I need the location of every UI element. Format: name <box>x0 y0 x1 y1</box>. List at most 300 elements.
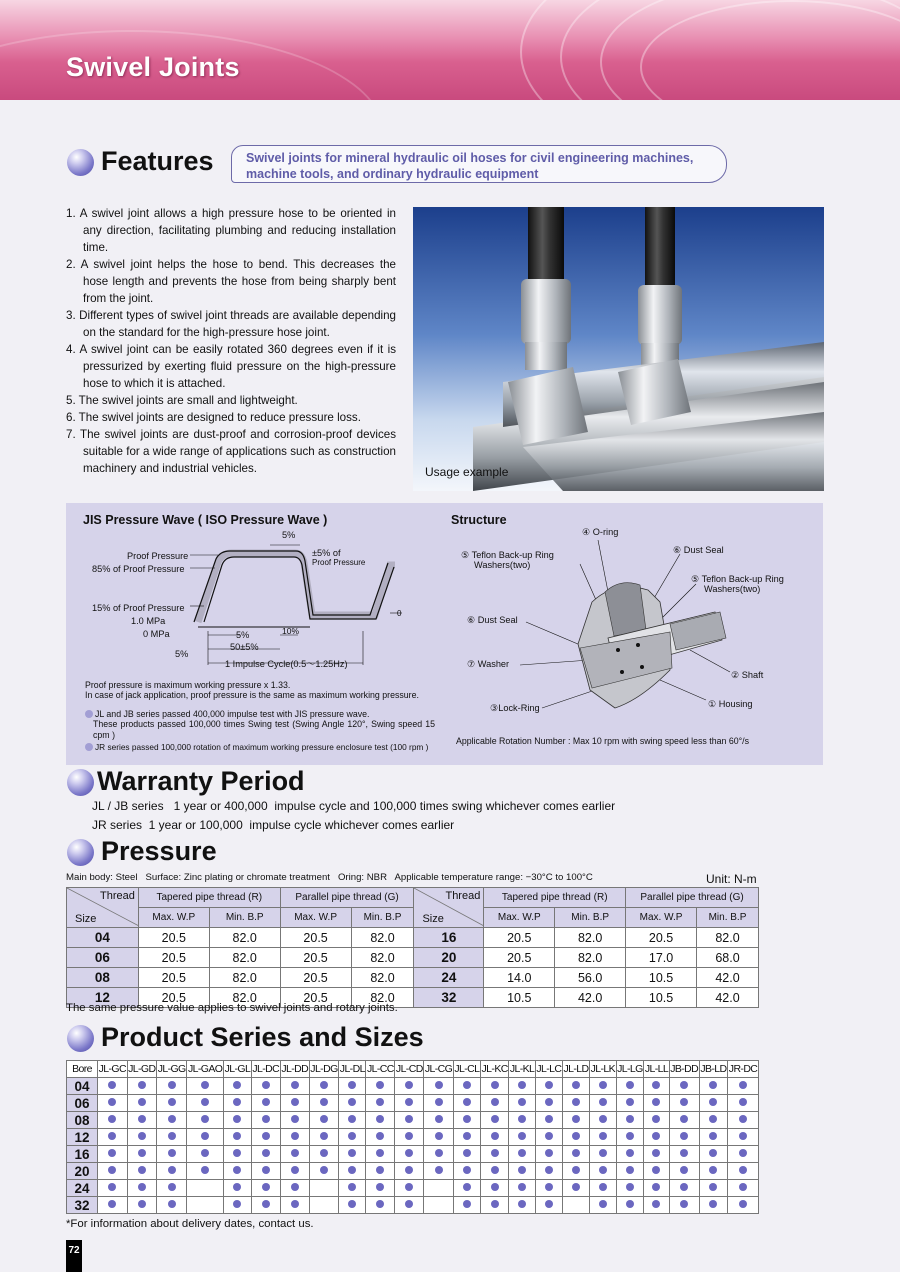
maxwp-header: Max. W.P <box>280 908 351 928</box>
series-column-header: JL-KC <box>480 1061 508 1078</box>
available-dot-icon <box>138 1149 146 1157</box>
available-cell <box>339 1078 366 1095</box>
feature-item: 6. The swivel joints are designed to reduce pressure loss. <box>66 411 361 424</box>
available-dot-icon <box>709 1081 717 1089</box>
available-dot-icon <box>376 1183 384 1191</box>
size-cell: 16 <box>414 928 484 948</box>
available-cell <box>535 1078 562 1095</box>
minbp-header: Min. B.P <box>697 908 759 928</box>
label-lock-ring: ③Lock-Ring <box>490 703 540 713</box>
available-dot-icon <box>376 1115 384 1123</box>
available-dot-icon <box>168 1183 176 1191</box>
available-cell <box>535 1112 562 1129</box>
unavailable-cell <box>562 1197 589 1214</box>
available-dot-icon <box>463 1149 471 1157</box>
available-cell <box>187 1112 224 1129</box>
table-row <box>67 1180 759 1197</box>
available-cell <box>699 1129 727 1146</box>
series-column-header: JL-LK <box>590 1061 617 1078</box>
available-dot-icon <box>739 1183 747 1191</box>
available-dot-icon <box>262 1149 270 1157</box>
bore-cell: 20 <box>67 1163 98 1180</box>
available-cell <box>366 1163 395 1180</box>
available-dot-icon <box>262 1183 270 1191</box>
available-dot-icon <box>545 1200 553 1208</box>
bullet-orb-icon <box>67 769 94 796</box>
available-dot-icon <box>348 1149 356 1157</box>
hose-photo-illustration <box>413 207 824 491</box>
value-cell: 14.0 <box>484 968 555 988</box>
available-dot-icon <box>599 1115 607 1123</box>
available-dot-icon <box>518 1098 526 1106</box>
available-dot-icon <box>709 1183 717 1191</box>
available-cell <box>395 1078 424 1095</box>
series-column-header: JB-DD <box>669 1061 699 1078</box>
available-cell <box>590 1112 617 1129</box>
available-dot-icon <box>348 1115 356 1123</box>
available-dot-icon <box>262 1115 270 1123</box>
available-dot-icon <box>435 1115 443 1123</box>
available-cell <box>424 1129 454 1146</box>
minbp-header: Min. B.P <box>209 908 280 928</box>
available-cell <box>309 1163 339 1180</box>
available-dot-icon <box>108 1200 116 1208</box>
available-cell <box>644 1112 669 1129</box>
value-cell: 82.0 <box>351 968 414 988</box>
available-dot-icon <box>168 1132 176 1140</box>
available-dot-icon <box>291 1132 299 1140</box>
available-cell <box>187 1129 224 1146</box>
bullet-dot-icon <box>85 710 93 718</box>
available-dot-icon <box>652 1200 660 1208</box>
value-cell: 42.0 <box>697 988 759 1008</box>
available-cell <box>98 1163 128 1180</box>
available-dot-icon <box>463 1166 471 1174</box>
series-column-header: JL-DD <box>280 1061 309 1078</box>
feature-item: 5. The swivel joints are small and lightweight. <box>66 394 298 407</box>
available-cell <box>644 1180 669 1197</box>
available-dot-icon <box>463 1115 471 1123</box>
available-dot-icon <box>626 1132 634 1140</box>
available-dot-icon <box>168 1166 176 1174</box>
rotation-note: Applicable Rotation Number : Max 10 rpm with swing speed less than 60°/s <box>456 736 749 746</box>
available-dot-icon <box>108 1166 116 1174</box>
available-cell <box>728 1078 759 1095</box>
available-cell <box>280 1129 309 1146</box>
available-cell <box>728 1129 759 1146</box>
available-cell <box>366 1078 395 1095</box>
structure-cutaway-diagram <box>520 540 750 725</box>
available-dot-icon <box>463 1183 471 1191</box>
available-cell <box>535 1163 562 1180</box>
available-dot-icon <box>233 1081 241 1089</box>
label-50pct: 50±5% <box>230 642 259 652</box>
series-heading: Product Series and Sizes <box>101 1022 424 1052</box>
available-cell <box>669 1197 699 1214</box>
available-dot-icon <box>491 1098 499 1106</box>
thread-size-header <box>414 888 484 928</box>
available-dot-icon <box>680 1115 688 1123</box>
available-cell <box>339 1112 366 1129</box>
available-dot-icon <box>572 1149 580 1157</box>
value-cell: 82.0 <box>209 948 280 968</box>
available-cell <box>251 1112 280 1129</box>
available-cell <box>309 1078 339 1095</box>
label-proof-pressure: Proof Pressure <box>127 551 189 561</box>
series-column-header: JL-CG <box>424 1061 454 1078</box>
available-dot-icon <box>201 1081 209 1089</box>
maxwp-header: Max. W.P <box>484 908 555 928</box>
available-cell <box>480 1180 508 1197</box>
available-dot-icon <box>545 1081 553 1089</box>
available-dot-icon <box>138 1166 146 1174</box>
usage-example-label: Usage example <box>425 465 509 479</box>
feature-item: 3. Different types of swivel joint threads are available depending on the standard for the high-pressure hose joint. <box>66 309 396 339</box>
available-cell <box>590 1129 617 1146</box>
available-dot-icon <box>201 1149 209 1157</box>
usage-example-photo <box>413 207 824 491</box>
available-dot-icon <box>320 1132 328 1140</box>
available-cell <box>669 1112 699 1129</box>
feature-item: 2. A swivel joint helps the hose to bend. This decreases the hose length and prevents the hose from being sharply bent from the joint. <box>66 258 396 305</box>
pressure-unit: Unit: N-m <box>706 872 757 886</box>
jis-bullet-1-text: JL and JB series passed 400,000 impulse test with JIS pressure wave. <box>95 709 370 719</box>
available-dot-icon <box>518 1115 526 1123</box>
available-dot-icon <box>291 1081 299 1089</box>
available-cell <box>590 1180 617 1197</box>
available-cell <box>339 1129 366 1146</box>
pressure-footnote: The same pressure value applies to swivel joints and rotary joints. <box>66 1002 398 1014</box>
value-cell: 20.5 <box>280 988 351 1008</box>
available-dot-icon <box>168 1081 176 1089</box>
series-column-header: JL-DG <box>309 1061 339 1078</box>
available-dot-icon <box>518 1132 526 1140</box>
available-cell <box>562 1129 589 1146</box>
available-dot-icon <box>545 1098 553 1106</box>
available-dot-icon <box>518 1166 526 1174</box>
available-dot-icon <box>435 1098 443 1106</box>
available-cell <box>127 1129 157 1146</box>
available-cell <box>728 1163 759 1180</box>
series-column-header: JL-CD <box>395 1061 424 1078</box>
available-cell <box>453 1078 480 1095</box>
jis-wave-title: JIS Pressure Wave ( ISO Pressure Wave ) <box>83 513 328 527</box>
structure-title: Structure <box>451 513 507 527</box>
value-cell: 82.0 <box>209 968 280 988</box>
available-dot-icon <box>491 1149 499 1157</box>
available-dot-icon <box>435 1132 443 1140</box>
available-dot-icon <box>599 1132 607 1140</box>
available-dot-icon <box>108 1115 116 1123</box>
available-dot-icon <box>201 1132 209 1140</box>
available-cell <box>699 1078 727 1095</box>
available-cell <box>157 1078 187 1095</box>
available-dot-icon <box>518 1183 526 1191</box>
bore-cell: 12 <box>67 1129 98 1146</box>
available-dot-icon <box>626 1115 634 1123</box>
available-dot-icon <box>233 1149 241 1157</box>
available-cell <box>157 1197 187 1214</box>
available-dot-icon <box>491 1166 499 1174</box>
available-cell <box>309 1146 339 1163</box>
series-column-header: JL-KL <box>509 1061 536 1078</box>
available-cell <box>424 1163 454 1180</box>
available-cell <box>616 1180 644 1197</box>
available-dot-icon <box>652 1149 660 1157</box>
features-note: Swivel joints for mineral hydraulic oil hoses for civil engineering machines, machine tools, and ordinary hydraulic equipment <box>231 145 727 183</box>
available-cell <box>366 1146 395 1163</box>
page-header-banner <box>0 0 900 100</box>
available-cell <box>616 1197 644 1214</box>
available-dot-icon <box>572 1081 580 1089</box>
available-cell <box>453 1146 480 1163</box>
available-dot-icon <box>138 1132 146 1140</box>
available-dot-icon <box>405 1098 413 1106</box>
bore-cell: 24 <box>67 1180 98 1197</box>
available-dot-icon <box>739 1132 747 1140</box>
available-cell <box>424 1095 454 1112</box>
size-label: Size <box>422 913 444 925</box>
available-dot-icon <box>709 1166 717 1174</box>
series-column-header: JR-DC <box>728 1061 759 1078</box>
series-column-header: JL-LD <box>562 1061 589 1078</box>
available-cell <box>224 1180 252 1197</box>
value-cell: 10.5 <box>484 988 555 1008</box>
available-cell <box>98 1146 128 1163</box>
available-dot-icon <box>652 1098 660 1106</box>
available-cell <box>535 1180 562 1197</box>
available-dot-icon <box>233 1115 241 1123</box>
jis-bullet-2 <box>85 742 428 752</box>
available-dot-icon <box>168 1098 176 1106</box>
available-dot-icon <box>376 1166 384 1174</box>
value-cell: 82.0 <box>209 928 280 948</box>
series-column-header: JL-GAO <box>187 1061 224 1078</box>
thread-label: Thread <box>445 890 481 902</box>
available-dot-icon <box>108 1081 116 1089</box>
available-cell <box>127 1180 157 1197</box>
unavailable-cell <box>424 1180 454 1197</box>
value-cell: 82.0 <box>351 988 414 1008</box>
feature-item: 4. A swivel joint can be easily rotated 360 degrees even if it is pressurized by exerting fluid pressure on the high-pressure hose to which it is attached. <box>66 343 396 390</box>
available-cell <box>251 1163 280 1180</box>
available-dot-icon <box>291 1183 299 1191</box>
available-cell <box>699 1112 727 1129</box>
tapered-header: Tapered pipe thread (R) <box>138 888 280 908</box>
label-teflon-1b: Washers(two) <box>474 560 531 570</box>
available-cell <box>395 1197 424 1214</box>
available-cell <box>480 1095 508 1112</box>
available-cell <box>224 1197 252 1214</box>
available-cell <box>157 1095 187 1112</box>
available-cell <box>509 1146 536 1163</box>
available-cell <box>535 1129 562 1146</box>
available-dot-icon <box>545 1132 553 1140</box>
value-cell: 20.5 <box>280 968 351 988</box>
available-dot-icon <box>680 1166 688 1174</box>
features-heading: Features <box>101 146 214 176</box>
page-title: Swivel Joints <box>66 52 240 82</box>
available-cell <box>562 1163 589 1180</box>
value-cell: 20.5 <box>138 968 209 988</box>
available-dot-icon <box>291 1200 299 1208</box>
available-cell <box>616 1129 644 1146</box>
available-cell <box>509 1078 536 1095</box>
available-dot-icon <box>320 1098 328 1106</box>
series-size-table <box>66 1060 759 1214</box>
available-dot-icon <box>168 1149 176 1157</box>
jis-bullet-2-text: JR series passed 100,000 rotation of maximum working pressure enclosure test (100 rpm ) <box>95 742 429 752</box>
series-column-header: JL-GL <box>224 1061 252 1078</box>
available-dot-icon <box>405 1115 413 1123</box>
value-cell: 20.5 <box>280 928 351 948</box>
size-cell: 04 <box>67 928 139 948</box>
feature-item: 1. A swivel joint allows a high pressure hose to be oriented in any direction, facilitating plumbing and reducing installation time. <box>66 207 396 254</box>
value-cell: 10.5 <box>626 988 697 1008</box>
series-column-header: JL-LG <box>616 1061 644 1078</box>
thread-size-header <box>67 888 139 928</box>
available-dot-icon <box>435 1081 443 1089</box>
available-cell <box>509 1197 536 1214</box>
available-cell <box>728 1146 759 1163</box>
available-dot-icon <box>348 1081 356 1089</box>
available-cell <box>251 1129 280 1146</box>
available-dot-icon <box>709 1098 717 1106</box>
series-column-header: JL-GC <box>98 1061 128 1078</box>
available-cell <box>644 1146 669 1163</box>
available-dot-icon <box>348 1098 356 1106</box>
available-dot-icon <box>739 1200 747 1208</box>
available-cell <box>644 1129 669 1146</box>
available-cell <box>366 1180 395 1197</box>
available-cell <box>224 1112 252 1129</box>
available-dot-icon <box>108 1183 116 1191</box>
available-cell <box>590 1146 617 1163</box>
available-dot-icon <box>599 1081 607 1089</box>
value-cell: 42.0 <box>555 988 626 1008</box>
value-cell: 82.0 <box>555 948 626 968</box>
series-column-header: JL-DL <box>339 1061 366 1078</box>
available-dot-icon <box>680 1132 688 1140</box>
value-cell: 20.5 <box>138 948 209 968</box>
available-dot-icon <box>652 1166 660 1174</box>
available-cell <box>187 1078 224 1095</box>
series-column-header: JL-CC <box>366 1061 395 1078</box>
available-dot-icon <box>626 1081 634 1089</box>
available-cell <box>590 1078 617 1095</box>
available-dot-icon <box>262 1166 270 1174</box>
available-dot-icon <box>463 1098 471 1106</box>
available-dot-icon <box>739 1115 747 1123</box>
size-label: Size <box>75 913 97 925</box>
available-cell <box>309 1095 339 1112</box>
label-tolerance-2: Proof Pressure <box>312 558 366 567</box>
available-dot-icon <box>545 1149 553 1157</box>
value-cell: 82.0 <box>555 928 626 948</box>
jis-bullet-1 <box>85 709 369 719</box>
pressure-wave-diagram <box>180 535 410 665</box>
available-dot-icon <box>518 1200 526 1208</box>
label-teflon-2b: Washers(two) <box>704 584 761 594</box>
available-cell <box>669 1180 699 1197</box>
available-dot-icon <box>376 1081 384 1089</box>
available-dot-icon <box>652 1183 660 1191</box>
label-0mpa: 0 MPa <box>143 629 170 639</box>
available-dot-icon <box>291 1115 299 1123</box>
available-cell <box>366 1129 395 1146</box>
available-cell <box>509 1112 536 1129</box>
available-cell <box>395 1146 424 1163</box>
available-cell <box>509 1180 536 1197</box>
available-dot-icon <box>348 1200 356 1208</box>
available-cell <box>480 1197 508 1214</box>
available-dot-icon <box>491 1115 499 1123</box>
available-cell <box>616 1146 644 1163</box>
available-cell <box>280 1197 309 1214</box>
available-dot-icon <box>233 1200 241 1208</box>
available-cell <box>280 1112 309 1129</box>
parallel-header: Parallel pipe thread (G) <box>280 888 414 908</box>
available-cell <box>157 1146 187 1163</box>
available-dot-icon <box>405 1183 413 1191</box>
jis-bullet-1b: These products passed 100,000 times Swing test (Swing Angle 120°, Swing speed 15 cpm ) <box>93 719 435 740</box>
available-dot-icon <box>138 1081 146 1089</box>
available-dot-icon <box>709 1115 717 1123</box>
available-dot-icon <box>680 1183 688 1191</box>
available-dot-icon <box>262 1132 270 1140</box>
available-cell <box>127 1078 157 1095</box>
available-cell <box>395 1112 424 1129</box>
available-dot-icon <box>320 1149 328 1157</box>
available-cell <box>280 1180 309 1197</box>
available-dot-icon <box>320 1115 328 1123</box>
unavailable-cell <box>309 1197 339 1214</box>
label-15-proof: 15% of Proof Pressure <box>92 603 185 613</box>
available-cell <box>309 1112 339 1129</box>
available-cell <box>509 1095 536 1112</box>
available-cell <box>366 1112 395 1129</box>
available-cell <box>157 1163 187 1180</box>
available-cell <box>453 1095 480 1112</box>
unavailable-cell <box>187 1180 224 1197</box>
pressure-spec: Main body: Steel Surface: Zinc plating or chromate treatment Oring: NBR Applicable temperature range: −30°C to 100°C <box>66 872 593 883</box>
available-dot-icon <box>435 1149 443 1157</box>
available-dot-icon <box>652 1115 660 1123</box>
available-dot-icon <box>626 1166 634 1174</box>
available-dot-icon <box>680 1200 688 1208</box>
page-number: 72 <box>66 1240 82 1272</box>
available-dot-icon <box>405 1166 413 1174</box>
available-cell <box>366 1095 395 1112</box>
available-dot-icon <box>626 1183 634 1191</box>
available-dot-icon <box>739 1081 747 1089</box>
available-dot-icon <box>599 1183 607 1191</box>
available-dot-icon <box>518 1149 526 1157</box>
available-cell <box>509 1163 536 1180</box>
available-dot-icon <box>491 1132 499 1140</box>
available-cell <box>339 1146 366 1163</box>
available-dot-icon <box>739 1149 747 1157</box>
available-cell <box>669 1078 699 1095</box>
available-dot-icon <box>108 1098 116 1106</box>
label-tolerance: ±5% of <box>312 548 341 558</box>
bore-cell: 16 <box>67 1146 98 1163</box>
available-dot-icon <box>262 1200 270 1208</box>
available-dot-icon <box>572 1115 580 1123</box>
series-footnote: *For information about delivery dates, contact us. <box>66 1218 314 1230</box>
available-dot-icon <box>405 1132 413 1140</box>
series-column-header: JL-GD <box>127 1061 157 1078</box>
